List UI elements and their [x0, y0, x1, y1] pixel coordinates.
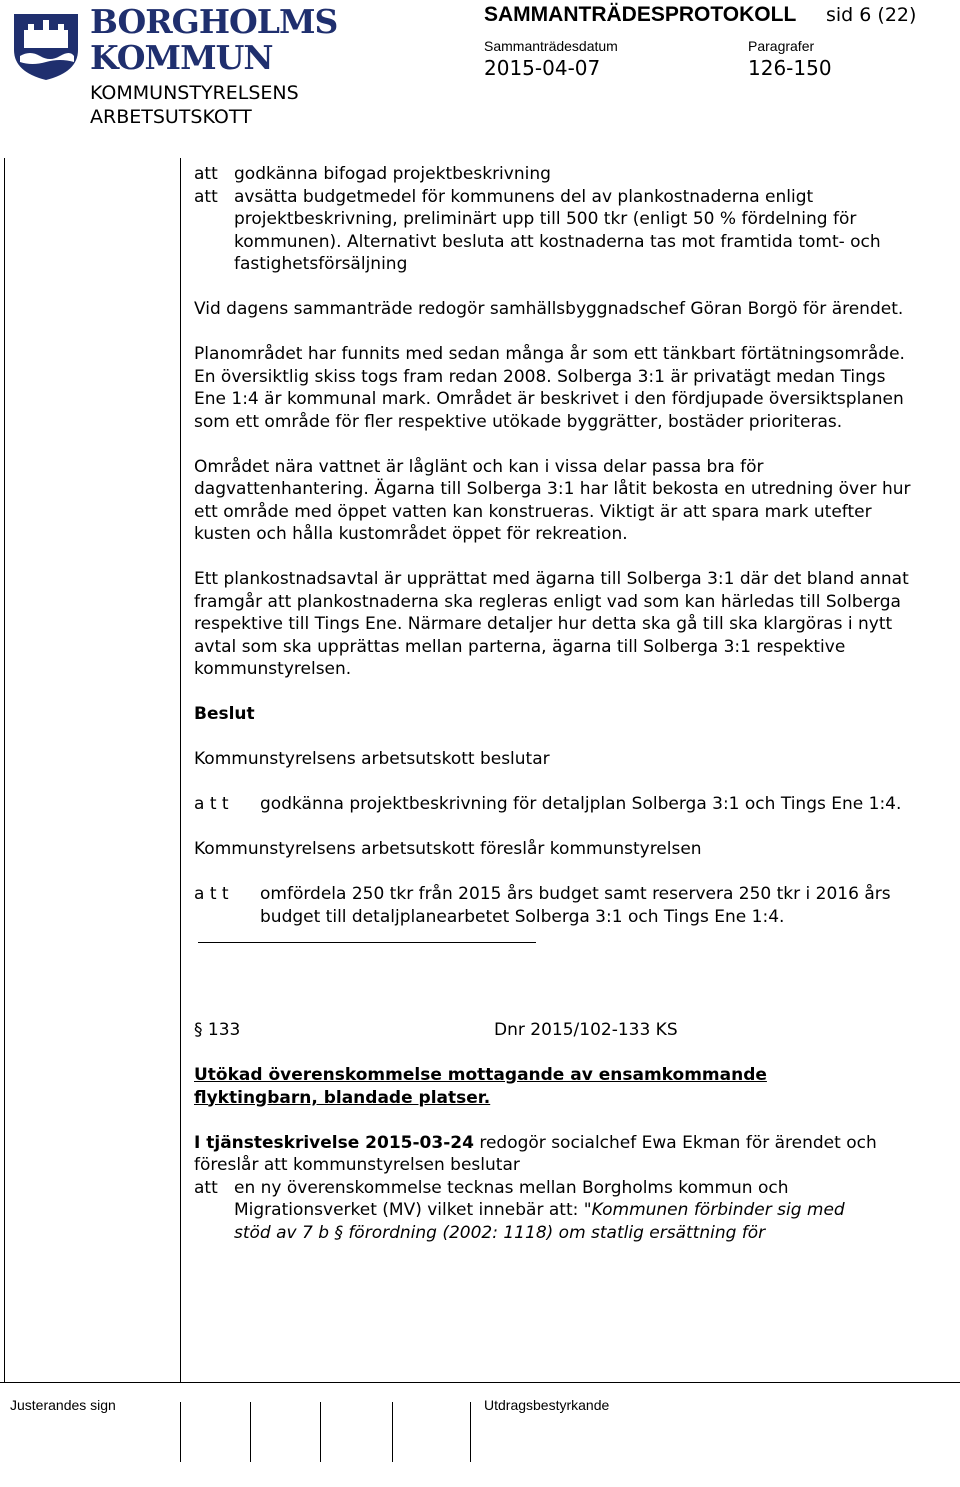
att-keyword: a t t [194, 794, 229, 814]
section-header [194, 1019, 914, 1042]
footer-rule [0, 1382, 960, 1383]
sign-box-divider [250, 1402, 251, 1462]
att-keyword: a t t [194, 884, 229, 904]
decision-clause [194, 883, 914, 928]
section-dnr: Dnr 2015/102-133 KS [494, 1020, 678, 1040]
page-number: sid 6 (22) [826, 4, 917, 26]
att-clause [194, 163, 914, 186]
att-text: en ny överenskommelse tecknas mellan Borgholms kommun och Migrationsverket (MV) vilket innebär att: "Kommunen förbinder sig med stöd av 7 b § förordning (2002: 1118) om statlig ersättning för [234, 1177, 845, 1243]
decision-heading: Beslut [194, 704, 255, 724]
section-number: § 133 [194, 1020, 241, 1040]
att-text: godkänna bifogad projektbeskrivning [234, 164, 551, 184]
org-name-line2: ARBETSUTSKOTT [90, 106, 252, 128]
decision-intro: Kommunstyrelsens arbetsutskott beslutar [194, 749, 550, 769]
logo-wordmark-line2: KOMMUN [90, 38, 273, 77]
paragraph [194, 1132, 914, 1177]
paragraph: Planområdet har funnits med sedan många år som ett tänkbart förtätningsområde. En översiktlig skiss togs fram redan 2008. Solberga 3:1 är privatägt medan Tings Ene 1:4 är kommunal mark. Området är beskrivet i den fördjupade översiktsplanen som ett område för fler respektive utökade byggrätter, bostäder prioriteras. [194, 344, 905, 432]
sign-box-divider [320, 1402, 321, 1462]
memo-text: redogör socialchef Ewa Ekman för ärendet och föreslår att kommunstyrelsen beslutar [194, 1132, 877, 1175]
decision-intro: Kommunstyrelsens arbetsutskott föreslår kommunstyrelsen [194, 839, 702, 859]
margin-rule-left [4, 158, 5, 1382]
att-keyword: att [194, 164, 218, 184]
margin-rule-inner [180, 158, 181, 1382]
meeting-date-value: 2015-04-07 [484, 56, 601, 80]
minutes-body [194, 163, 914, 1244]
att-clause [194, 186, 914, 276]
memo-reference: I tjänsteskrivelse 2015-03-24 [194, 1132, 474, 1153]
municipality-crest-icon [10, 10, 82, 82]
paragraph: Vid dagens sammanträde redogör samhällsbyggnadschef Göran Borgö för ärendet. [194, 299, 904, 319]
paragraphs-label: Paragrafer [748, 38, 815, 54]
att-keyword: att [194, 1177, 218, 1198]
sign-box-divider [392, 1402, 393, 1462]
att-text: avsätta budgetmedel för kommunens del av plankostnaderna enligt projektbeskrivning, preliminärt upp till 500 tkr (enligt 50 % fördelning för kommunen). Alternativt besluta att kostnaderna tas mot framtida tomt- och fastighetsförsäljning [234, 186, 881, 274]
meeting-date-label: Sammanträdesdatum [484, 38, 618, 54]
section-title: Utökad överenskommelse mottagande av ensamkommande flyktingbarn, blandade platser. [194, 1065, 767, 1108]
org-name-line1: KOMMUNSTYRELSENS [90, 82, 299, 104]
decision-text: godkänna projektbeskrivning för detaljplan Solberga 3:1 och Tings Ene 1:4. [260, 794, 902, 814]
decision-clause [194, 793, 914, 816]
sign-box-divider [180, 1402, 181, 1462]
sign-box-divider [470, 1402, 471, 1462]
att-clause [194, 1177, 914, 1245]
logo-wordmark-line1: BORGHOLMS [90, 2, 338, 41]
att-keyword: att [194, 186, 218, 207]
document-type: SAMMANTRÄDESPROTOKOLL [484, 3, 797, 26]
quoted-text: "Kommunen förbinder sig med stöd av 7 b § förordning (2002: 1118) om statlig ersättning för [234, 1200, 845, 1243]
extract-label: Utdragsbestyrkande [484, 1397, 610, 1413]
paragraph: Området nära vattnet är låglänt och kan i vissa delar passa bra för dagvattenhantering. Ägarna till Solberga 3:1 har låtit bekosta en utredning över hur ett område med öppet vatten kan konstrueras. Viktigt är att spara mark utefter kusten och hålla kustområdet öppet för rekreation. [194, 456, 911, 544]
decision-text: omfördela 250 tkr från 2015 års budget samt reservera 250 tkr i 2016 års budget till detaljplanearbetet Solberga 3:1 och Tings Ene 1:4. [260, 884, 891, 927]
sign-label: Justerandes sign [10, 1397, 116, 1413]
paragraph: Ett plankostnadsavtal är upprättat med ägarna till Solberga 3:1 där det bland annat framgår att plankostnaderna ska regleras enligt vad som kan härledas till Solberga respektive till Tings Ene. Närmare detaljer hur detta ska gå till ska klargöras i nytt avtal som ska upprättas mellan parterna, ägarna till Solberga 3:1 respektive kommunstyrelsen. [194, 569, 909, 679]
paragraphs-value: 126-150 [748, 56, 832, 80]
